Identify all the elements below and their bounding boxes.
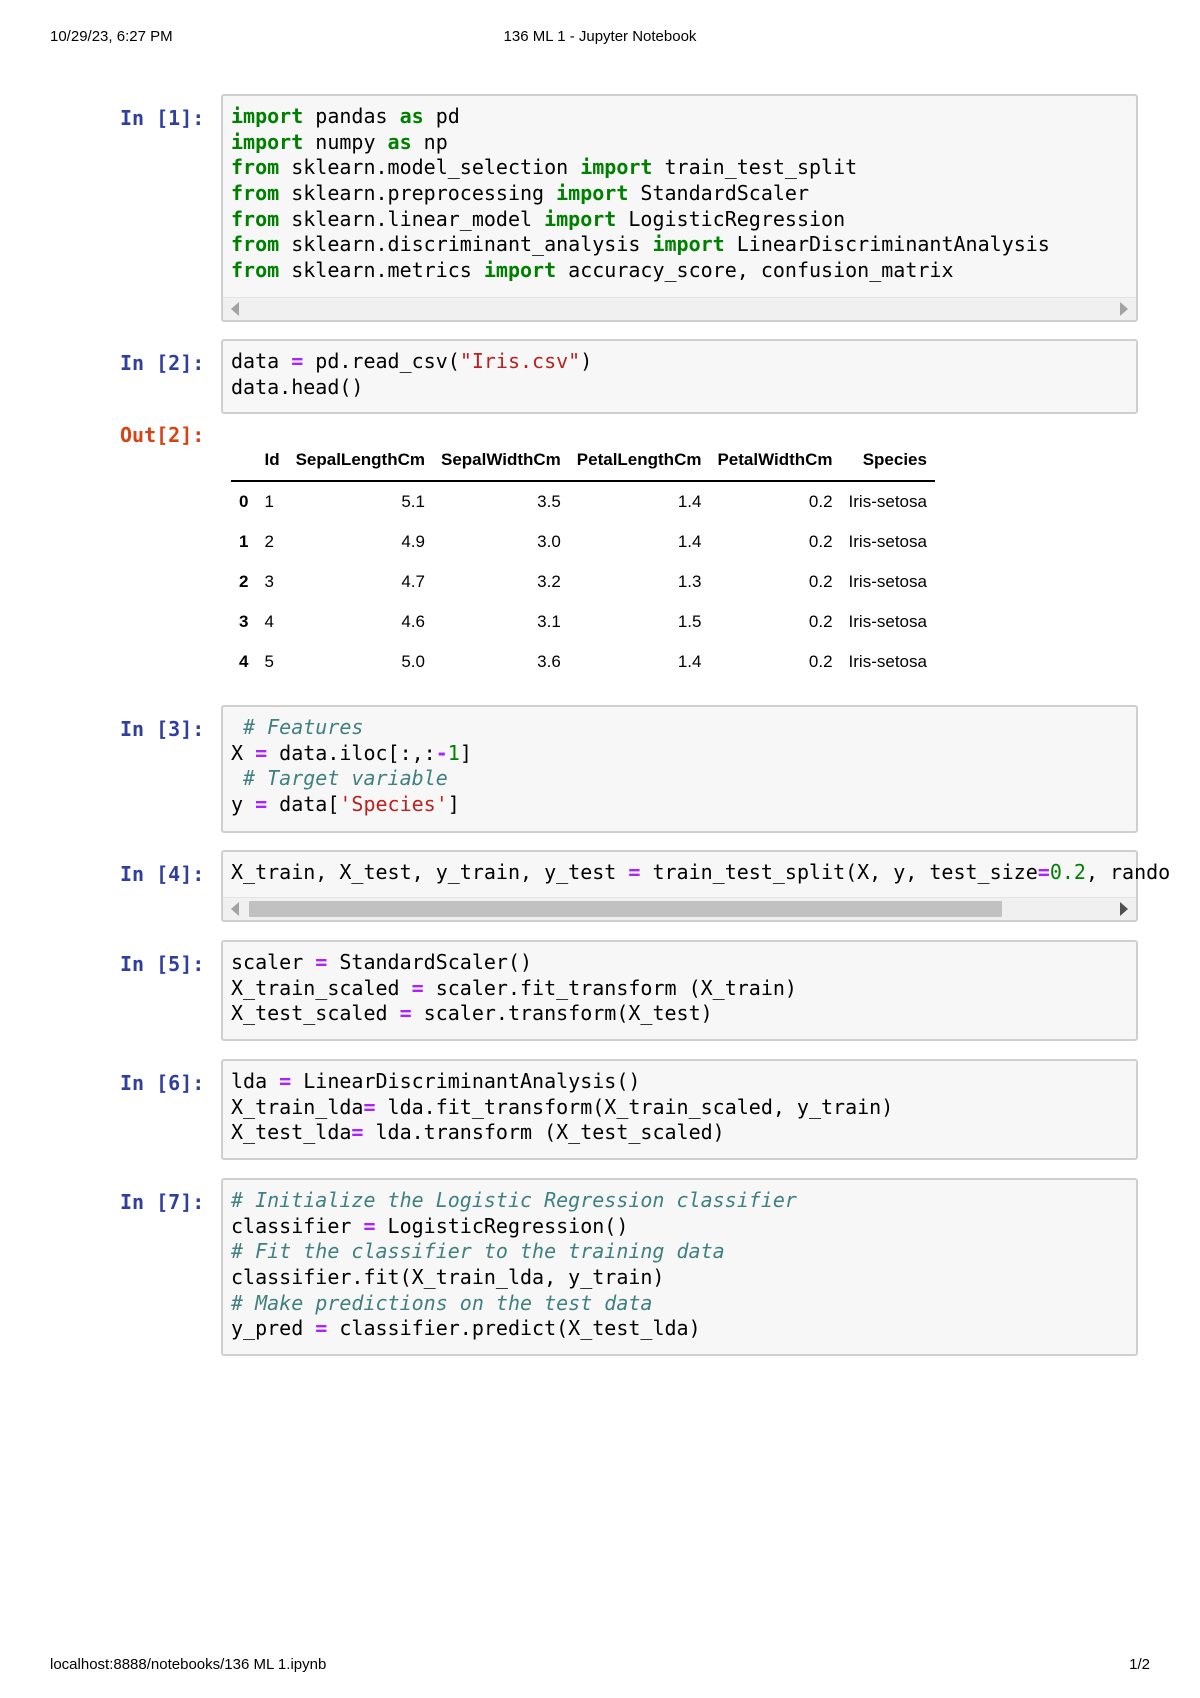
- code-token: from: [231, 155, 280, 180]
- code-line: [231, 130, 1136, 156]
- code-token: as: [387, 129, 412, 154]
- table-cell: 4.6: [401, 612, 425, 631]
- code-input-area[interactable]: [221, 94, 1138, 322]
- code-token: classifier.predict(X_test_lda): [327, 1316, 701, 1341]
- code-line: [231, 155, 1136, 181]
- dataframe-table: [231, 440, 935, 682]
- code-line: [231, 232, 1136, 258]
- table-cell: 1.5: [677, 612, 702, 631]
- code-block[interactable]: [223, 707, 1136, 818]
- input-prompt: In [6]:: [120, 1071, 205, 1095]
- code-token: =: [255, 792, 268, 817]
- input-prompt: In [3]:: [120, 717, 205, 741]
- code-line: [231, 1291, 1136, 1317]
- row-index: 3: [239, 612, 249, 631]
- code-token: import: [483, 258, 557, 283]
- table-row: [231, 522, 935, 562]
- table-cell: Iris-setosa: [848, 652, 927, 671]
- code-token: LinearDiscriminantAnalysis(): [291, 1069, 641, 1093]
- code-token: # Initialize the Logistic Regression classifier: [231, 1188, 797, 1212]
- horizontal-scrollbar[interactable]: [223, 297, 1136, 320]
- code-line: [231, 766, 1136, 792]
- table-cell: 3.0: [537, 532, 561, 551]
- code-token: pandas: [303, 104, 400, 128]
- code-input-area[interactable]: [221, 1059, 1138, 1160]
- code-input-area[interactable]: [221, 940, 1138, 1041]
- code-line: [231, 1120, 1136, 1146]
- code-token: scaler.transform(X_test): [411, 1001, 713, 1026]
- scroll-left-arrow-icon[interactable]: [231, 902, 239, 916]
- scroll-right-arrow-icon[interactable]: [1120, 902, 1128, 916]
- table-cell: 1.3: [677, 572, 702, 591]
- column-header: PetalWidthCm: [709, 440, 840, 481]
- table-header-row: [231, 440, 935, 481]
- code-block[interactable]: [223, 1180, 1136, 1342]
- code-line: [231, 1214, 1136, 1240]
- code-line: [231, 715, 1136, 741]
- output-prompt: Out[2]:: [120, 423, 205, 447]
- code-block[interactable]: [223, 1061, 1136, 1146]
- code-line: [231, 1069, 1136, 1095]
- code-token: data[: [267, 792, 340, 817]
- code-line: [231, 1188, 1136, 1214]
- code-token: accuracy_score, confusion_matrix: [556, 258, 954, 283]
- code-token: =: [628, 860, 641, 884]
- code-line: [231, 375, 1136, 401]
- print-url: localhost:8888/notebooks/136 ML 1.ipynb: [50, 1656, 327, 1673]
- table-cell: 5.1: [401, 492, 425, 511]
- row-index: 4: [239, 652, 249, 671]
- code-token: numpy: [303, 129, 388, 154]
- column-header: Id: [256, 440, 287, 481]
- table-cell: 3.2: [537, 572, 561, 591]
- code-token: LogisticRegression(): [375, 1213, 629, 1238]
- code-token: data.iloc[:,:: [267, 740, 436, 765]
- code-line: [231, 207, 1136, 233]
- input-prompt: In [7]:: [120, 1190, 205, 1214]
- table-cell: 0.2: [808, 532, 833, 551]
- code-line: [231, 1095, 1136, 1121]
- code-token: X_test_scaled: [231, 1001, 400, 1026]
- table-cell: 3: [264, 572, 274, 591]
- code-token: sklearn.preprocessing: [279, 181, 557, 206]
- code-line: [231, 1265, 1136, 1291]
- table-cell: 4.9: [401, 532, 425, 551]
- code-line: [231, 181, 1136, 207]
- column-header: SepalWidthCm: [433, 440, 569, 481]
- column-header: [231, 440, 256, 481]
- code-token: # Fit the classifier to the training data: [231, 1239, 725, 1264]
- code-token: import: [556, 181, 629, 206]
- table-cell: 5: [264, 652, 274, 671]
- code-token: sklearn.linear_model: [279, 206, 545, 231]
- table-cell: 5.0: [401, 652, 425, 671]
- column-header: PetalLengthCm: [569, 440, 710, 481]
- code-token: import: [544, 206, 617, 231]
- code-line: [231, 258, 1136, 284]
- code-token: train_test_split: [652, 155, 858, 180]
- column-header: SepalLengthCm: [288, 440, 433, 481]
- code-token: sklearn.metrics: [279, 258, 484, 283]
- table-cell: 0.2: [808, 612, 833, 631]
- code-token: X_train, X_test, y_train, y_test: [231, 860, 629, 884]
- table-cell: 0.2: [808, 652, 833, 671]
- code-token: "Iris.csv": [459, 349, 581, 373]
- print-datetime: 10/29/23, 6:27 PM: [50, 28, 173, 45]
- code-line: [231, 1316, 1136, 1342]
- code-token: from: [231, 232, 280, 257]
- code-token: import: [231, 104, 304, 128]
- code-token: 'Species': [339, 792, 448, 817]
- row-index: 0: [239, 492, 249, 511]
- code-token: # Target variable: [231, 766, 448, 791]
- row-index: 1: [239, 532, 249, 551]
- table-row: [231, 602, 935, 642]
- table-cell: 3.6: [537, 652, 561, 671]
- code-token: =: [1037, 860, 1050, 884]
- code-line: [231, 792, 1136, 818]
- code-token: pd.read_csv(: [303, 349, 460, 373]
- code-token: import: [580, 155, 653, 180]
- code-line: [231, 976, 1136, 1002]
- code-block[interactable]: [223, 852, 1171, 886]
- code-line: [231, 860, 1171, 886]
- table-cell: 3.5: [537, 492, 561, 511]
- code-token: 1: [447, 740, 460, 765]
- code-token: StandardScaler: [628, 181, 809, 206]
- table-cell: 1.4: [677, 492, 702, 511]
- table-cell: 1.4: [677, 652, 702, 671]
- code-token: classifier.fit(X_train_lda, y_train): [231, 1265, 665, 1290]
- code-block[interactable]: [223, 341, 1136, 400]
- print-page-number: 1/2: [1129, 1656, 1150, 1673]
- code-token: data: [231, 349, 292, 373]
- table-cell: Iris-setosa: [848, 612, 927, 631]
- table-row: [231, 481, 935, 522]
- code-token: X_train_scaled: [231, 975, 412, 1000]
- code-token: =: [399, 1001, 412, 1026]
- table-cell: 0.2: [808, 492, 833, 511]
- code-token: from: [231, 206, 280, 231]
- code-block[interactable]: [223, 96, 1136, 284]
- table-cell: 1: [264, 492, 274, 511]
- code-token: =: [363, 1213, 376, 1238]
- code-token: # Features: [231, 715, 364, 739]
- print-title: 136 ML 1 - Jupyter Notebook: [503, 28, 697, 45]
- column-header: Species: [841, 440, 935, 481]
- code-token: y: [231, 792, 256, 817]
- table-cell: 4: [264, 612, 274, 631]
- table-row: [231, 562, 935, 602]
- table-cell: Iris-setosa: [848, 492, 927, 511]
- code-token: LinearDiscriminantAnalysis: [724, 232, 1050, 257]
- scroll-right-arrow-icon[interactable]: [1120, 302, 1128, 316]
- code-token: scaler: [231, 950, 316, 974]
- code-token: y_pred: [231, 1316, 316, 1341]
- code-token: =: [255, 740, 268, 765]
- code-token: scaler.fit_transform (X_train): [423, 975, 797, 1000]
- code-block[interactable]: [223, 942, 1136, 1027]
- table-cell: 3.1: [537, 612, 561, 631]
- code-line: [231, 1001, 1136, 1027]
- table-cell: 2: [264, 532, 274, 551]
- code-token: , rando: [1085, 860, 1171, 884]
- code-input-area[interactable]: [221, 1178, 1138, 1356]
- code-token: =: [315, 1316, 328, 1341]
- code-token: X_train_lda: [231, 1094, 364, 1119]
- code-token: # Make predictions on the test data: [231, 1290, 653, 1315]
- code-token: lda.fit_transform(X_train_scaled, y_train): [375, 1094, 894, 1119]
- code-token: ]: [447, 792, 460, 817]
- table-cell: Iris-setosa: [848, 572, 927, 591]
- code-token: =: [315, 950, 328, 974]
- code-token: ]: [459, 740, 472, 765]
- code-token: as: [399, 104, 424, 128]
- code-token: sklearn.discriminant_analysis: [279, 232, 653, 257]
- code-token: pd: [423, 104, 460, 128]
- table-cell: 4.7: [401, 572, 425, 591]
- code-token: -: [435, 740, 448, 765]
- code-line: [231, 104, 1136, 130]
- code-token: from: [231, 258, 280, 283]
- code-token: train_test_split(X, y, test_size: [640, 860, 1038, 884]
- scrollbar-thumb[interactable]: [249, 901, 1002, 917]
- code-token: =: [291, 349, 304, 373]
- code-token: import: [231, 129, 304, 154]
- scroll-left-arrow-icon[interactable]: [231, 302, 239, 316]
- code-line: [231, 1239, 1136, 1265]
- table-cell: 0.2: [808, 572, 833, 591]
- code-line: [231, 349, 1136, 375]
- row-index: 2: [239, 572, 249, 591]
- code-token: classifier: [231, 1213, 364, 1238]
- code-input-area[interactable]: [221, 705, 1138, 833]
- code-input-area[interactable]: [221, 339, 1138, 414]
- code-token: LogisticRegression: [616, 206, 846, 231]
- table-row: [231, 642, 935, 682]
- input-prompt: In [2]:: [120, 351, 205, 375]
- print-header: [50, 28, 1150, 48]
- code-line: [231, 741, 1136, 767]
- code-line: [231, 950, 1136, 976]
- code-token: ): [580, 349, 593, 373]
- table-cell: 1.4: [677, 532, 702, 551]
- code-input-area[interactable]: [221, 850, 1171, 922]
- code-token: np: [411, 129, 448, 154]
- code-token: import: [652, 232, 725, 257]
- input-prompt: In [1]:: [120, 106, 205, 130]
- code-token: =: [363, 1094, 376, 1119]
- code-token: data.head(): [231, 374, 364, 399]
- print-footer: [50, 1656, 1150, 1676]
- code-token: =: [351, 1120, 364, 1145]
- code-token: StandardScaler(): [327, 950, 533, 974]
- code-token: sklearn.model_selection: [279, 155, 581, 180]
- code-token: 0.2: [1049, 860, 1086, 884]
- input-prompt: In [5]:: [120, 952, 205, 976]
- code-token: lda: [231, 1069, 280, 1093]
- code-token: lda.transform (X_test_scaled): [363, 1120, 725, 1145]
- input-prompt: In [4]:: [120, 862, 205, 886]
- code-token: X_test_lda: [231, 1120, 352, 1145]
- code-token: =: [279, 1069, 292, 1093]
- code-token: =: [411, 975, 424, 1000]
- table-cell: Iris-setosa: [848, 532, 927, 551]
- code-token: X: [231, 740, 256, 765]
- horizontal-scrollbar[interactable]: [223, 897, 1136, 920]
- code-token: from: [231, 181, 280, 206]
